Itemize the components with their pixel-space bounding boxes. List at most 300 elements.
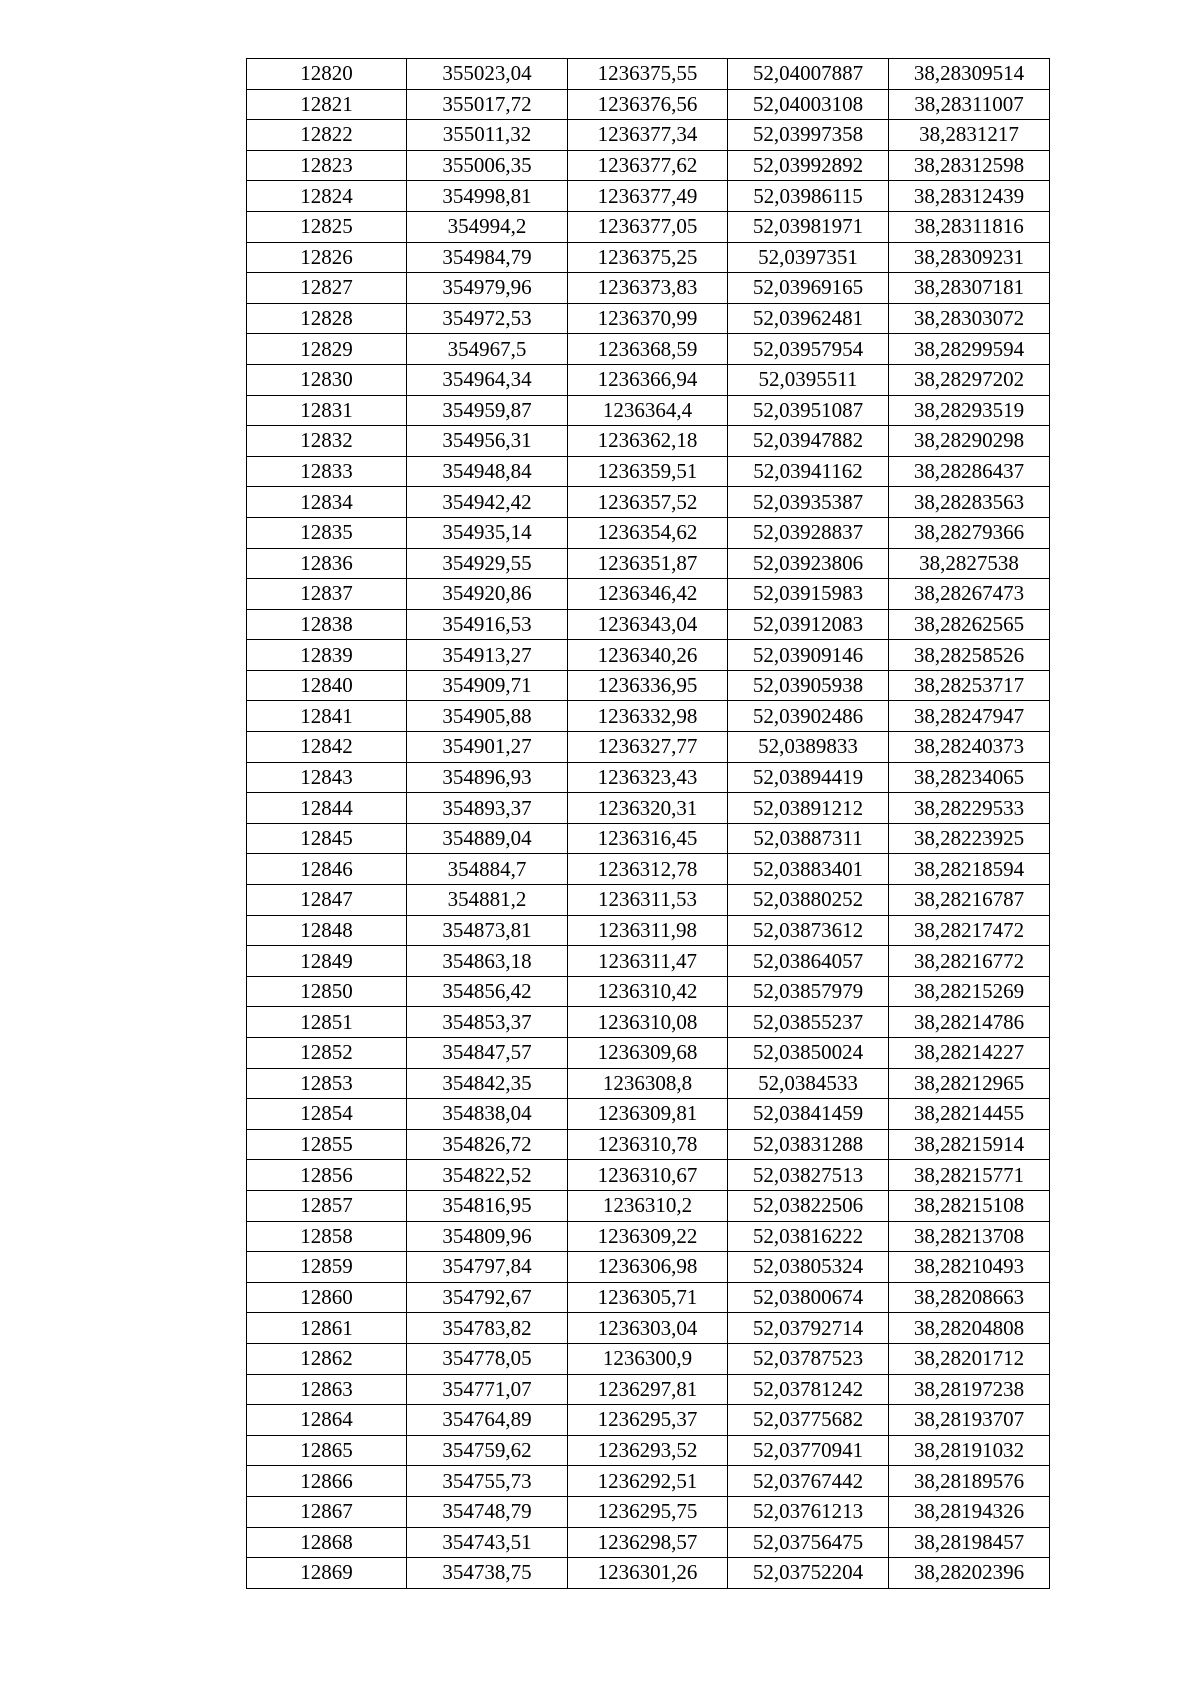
x-coordinate-cell: 354905,88	[407, 701, 568, 732]
longitude-cell: 38,28198457	[889, 1527, 1050, 1558]
x-coordinate-cell: 354893,37	[407, 793, 568, 824]
x-coordinate-cell: 354948,84	[407, 456, 568, 487]
table-row	[247, 303, 1050, 334]
longitude-cell: 38,28258526	[889, 640, 1050, 671]
latitude-cell: 52,03969165	[728, 273, 889, 304]
y-coordinate-cell: 1236366,94	[568, 364, 728, 395]
latitude-cell: 52,03912083	[728, 609, 889, 640]
x-coordinate-cell: 355017,72	[407, 89, 568, 120]
point-number-cell: 12831	[247, 395, 407, 426]
table-row	[247, 854, 1050, 885]
table-row	[247, 548, 1050, 579]
coordinates-table	[246, 58, 1050, 1589]
y-coordinate-cell: 1236308,8	[568, 1068, 728, 1099]
point-number-cell: 12837	[247, 579, 407, 610]
longitude-cell: 38,28214455	[889, 1099, 1050, 1130]
point-number-cell: 12857	[247, 1190, 407, 1221]
latitude-cell: 52,03992892	[728, 150, 889, 181]
table-row	[247, 1068, 1050, 1099]
longitude-cell: 38,2827538	[889, 548, 1050, 579]
y-coordinate-cell: 1236310,42	[568, 976, 728, 1007]
longitude-cell: 38,28299594	[889, 334, 1050, 365]
y-coordinate-cell: 1236340,26	[568, 640, 728, 671]
x-coordinate-cell: 354913,27	[407, 640, 568, 671]
point-number-cell: 12860	[247, 1282, 407, 1313]
latitude-cell: 52,0384533	[728, 1068, 889, 1099]
table-row	[247, 640, 1050, 671]
latitude-cell: 52,03756475	[728, 1527, 889, 1558]
table-row	[247, 885, 1050, 916]
point-number-cell: 12840	[247, 670, 407, 701]
y-coordinate-cell: 1236311,98	[568, 915, 728, 946]
latitude-cell: 52,03962481	[728, 303, 889, 334]
point-number-cell: 12849	[247, 946, 407, 977]
table-row	[247, 89, 1050, 120]
y-coordinate-cell: 1236311,47	[568, 946, 728, 977]
longitude-cell: 38,28262565	[889, 609, 1050, 640]
latitude-cell: 52,03894419	[728, 762, 889, 793]
point-number-cell: 12850	[247, 976, 407, 1007]
x-coordinate-cell: 354889,04	[407, 823, 568, 854]
x-coordinate-cell: 354778,05	[407, 1343, 568, 1374]
longitude-cell: 38,28213708	[889, 1221, 1050, 1252]
y-coordinate-cell: 1236332,98	[568, 701, 728, 732]
point-number-cell: 12848	[247, 915, 407, 946]
point-number-cell: 12866	[247, 1466, 407, 1497]
point-number-cell: 12836	[247, 548, 407, 579]
y-coordinate-cell: 1236346,42	[568, 579, 728, 610]
latitude-cell: 52,03947882	[728, 426, 889, 457]
point-number-cell: 12864	[247, 1405, 407, 1436]
y-coordinate-cell: 1236368,59	[568, 334, 728, 365]
longitude-cell: 38,28286437	[889, 456, 1050, 487]
y-coordinate-cell: 1236305,71	[568, 1282, 728, 1313]
y-coordinate-cell: 1236295,37	[568, 1405, 728, 1436]
y-coordinate-cell: 1236327,77	[568, 732, 728, 763]
point-number-cell: 12825	[247, 211, 407, 242]
x-coordinate-cell: 354748,79	[407, 1496, 568, 1527]
longitude-cell: 38,28234065	[889, 762, 1050, 793]
x-coordinate-cell: 354979,96	[407, 273, 568, 304]
table-row	[247, 732, 1050, 763]
point-number-cell: 12841	[247, 701, 407, 732]
point-number-cell: 12867	[247, 1496, 407, 1527]
latitude-cell: 52,0389833	[728, 732, 889, 763]
x-coordinate-cell: 354783,82	[407, 1313, 568, 1344]
x-coordinate-cell: 354738,75	[407, 1558, 568, 1589]
longitude-cell: 38,28216787	[889, 885, 1050, 916]
table-row	[247, 793, 1050, 824]
point-number-cell: 12820	[247, 59, 407, 90]
point-number-cell: 12855	[247, 1129, 407, 1160]
y-coordinate-cell: 1236377,62	[568, 150, 728, 181]
latitude-cell: 52,03761213	[728, 1496, 889, 1527]
point-number-cell: 12854	[247, 1099, 407, 1130]
longitude-cell: 38,28218594	[889, 854, 1050, 885]
table-row	[247, 1160, 1050, 1191]
table-row	[247, 579, 1050, 610]
point-number-cell: 12858	[247, 1221, 407, 1252]
longitude-cell: 38,28217472	[889, 915, 1050, 946]
longitude-cell: 38,28194326	[889, 1496, 1050, 1527]
y-coordinate-cell: 1236375,25	[568, 242, 728, 273]
y-coordinate-cell: 1236362,18	[568, 426, 728, 457]
table-row	[247, 762, 1050, 793]
latitude-cell: 52,03805324	[728, 1252, 889, 1283]
y-coordinate-cell: 1236310,78	[568, 1129, 728, 1160]
point-number-cell: 12826	[247, 242, 407, 273]
longitude-cell: 38,28303072	[889, 303, 1050, 334]
latitude-cell: 52,03752204	[728, 1558, 889, 1589]
table-row	[247, 517, 1050, 548]
table-row	[247, 609, 1050, 640]
point-number-cell: 12833	[247, 456, 407, 487]
x-coordinate-cell: 354792,67	[407, 1282, 568, 1313]
y-coordinate-cell: 1236310,2	[568, 1190, 728, 1221]
latitude-cell: 52,03883401	[728, 854, 889, 885]
latitude-cell: 52,0395511	[728, 364, 889, 395]
latitude-cell: 52,03787523	[728, 1343, 889, 1374]
table-row	[247, 1496, 1050, 1527]
longitude-cell: 38,28267473	[889, 579, 1050, 610]
y-coordinate-cell: 1236309,22	[568, 1221, 728, 1252]
x-coordinate-cell: 354771,07	[407, 1374, 568, 1405]
latitude-cell: 52,03887311	[728, 823, 889, 854]
latitude-cell: 52,03923806	[728, 548, 889, 579]
table-row	[247, 1007, 1050, 1038]
latitude-cell: 52,03855237	[728, 1007, 889, 1038]
table-row	[247, 946, 1050, 977]
y-coordinate-cell: 1236310,08	[568, 1007, 728, 1038]
longitude-cell: 38,28215771	[889, 1160, 1050, 1191]
x-coordinate-cell: 354853,37	[407, 1007, 568, 1038]
y-coordinate-cell: 1236377,49	[568, 181, 728, 212]
latitude-cell: 52,03781242	[728, 1374, 889, 1405]
y-coordinate-cell: 1236309,68	[568, 1038, 728, 1069]
longitude-cell: 38,28189576	[889, 1466, 1050, 1497]
latitude-cell: 52,03800674	[728, 1282, 889, 1313]
x-coordinate-cell: 354826,72	[407, 1129, 568, 1160]
longitude-cell: 38,28293519	[889, 395, 1050, 426]
longitude-cell: 38,28204808	[889, 1313, 1050, 1344]
x-coordinate-cell: 354909,71	[407, 670, 568, 701]
y-coordinate-cell: 1236298,57	[568, 1527, 728, 1558]
y-coordinate-cell: 1236377,34	[568, 120, 728, 151]
table-row	[247, 1038, 1050, 1069]
latitude-cell: 52,03827513	[728, 1160, 889, 1191]
x-coordinate-cell: 354994,2	[407, 211, 568, 242]
y-coordinate-cell: 1236306,98	[568, 1252, 728, 1283]
longitude-cell: 38,28214786	[889, 1007, 1050, 1038]
table-row	[247, 211, 1050, 242]
x-coordinate-cell: 354764,89	[407, 1405, 568, 1436]
longitude-cell: 38,28208663	[889, 1282, 1050, 1313]
point-number-cell: 12863	[247, 1374, 407, 1405]
latitude-cell: 52,03928837	[728, 517, 889, 548]
latitude-cell: 52,03941162	[728, 456, 889, 487]
y-coordinate-cell: 1236359,51	[568, 456, 728, 487]
x-coordinate-cell: 354967,5	[407, 334, 568, 365]
y-coordinate-cell: 1236295,75	[568, 1496, 728, 1527]
y-coordinate-cell: 1236377,05	[568, 211, 728, 242]
x-coordinate-cell: 354884,7	[407, 854, 568, 885]
table-row	[247, 1527, 1050, 1558]
point-number-cell: 12839	[247, 640, 407, 671]
latitude-cell: 52,0397351	[728, 242, 889, 273]
table-row	[247, 364, 1050, 395]
table-row	[247, 823, 1050, 854]
table-row	[247, 150, 1050, 181]
table-row	[247, 670, 1050, 701]
x-coordinate-cell: 354942,42	[407, 487, 568, 518]
point-number-cell: 12853	[247, 1068, 407, 1099]
x-coordinate-cell: 354873,81	[407, 915, 568, 946]
longitude-cell: 38,2831217	[889, 120, 1050, 151]
table-row	[247, 1343, 1050, 1374]
x-coordinate-cell: 354964,34	[407, 364, 568, 395]
table-row	[247, 1221, 1050, 1252]
latitude-cell: 52,03957954	[728, 334, 889, 365]
table-row	[247, 426, 1050, 457]
x-coordinate-cell: 354984,79	[407, 242, 568, 273]
longitude-cell: 38,28215914	[889, 1129, 1050, 1160]
point-number-cell: 12861	[247, 1313, 407, 1344]
longitude-cell: 38,28201712	[889, 1343, 1050, 1374]
table-row	[247, 1129, 1050, 1160]
point-number-cell: 12852	[247, 1038, 407, 1069]
latitude-cell: 52,03935387	[728, 487, 889, 518]
x-coordinate-cell: 354896,93	[407, 762, 568, 793]
x-coordinate-cell: 354935,14	[407, 517, 568, 548]
point-number-cell: 12838	[247, 609, 407, 640]
x-coordinate-cell: 354881,2	[407, 885, 568, 916]
latitude-cell: 52,03864057	[728, 946, 889, 977]
point-number-cell: 12823	[247, 150, 407, 181]
x-coordinate-cell: 354842,35	[407, 1068, 568, 1099]
point-number-cell: 12830	[247, 364, 407, 395]
latitude-cell: 52,03986115	[728, 181, 889, 212]
latitude-cell: 52,04007887	[728, 59, 889, 90]
x-coordinate-cell: 354809,96	[407, 1221, 568, 1252]
longitude-cell: 38,28193707	[889, 1405, 1050, 1436]
y-coordinate-cell: 1236300,9	[568, 1343, 728, 1374]
point-number-cell: 12868	[247, 1527, 407, 1558]
y-coordinate-cell: 1236311,53	[568, 885, 728, 916]
longitude-cell: 38,28215269	[889, 976, 1050, 1007]
latitude-cell: 52,03775682	[728, 1405, 889, 1436]
table-row	[247, 1313, 1050, 1344]
table-row	[247, 242, 1050, 273]
latitude-cell: 52,03816222	[728, 1221, 889, 1252]
table-row	[247, 487, 1050, 518]
x-coordinate-cell: 354920,86	[407, 579, 568, 610]
x-coordinate-cell: 354822,52	[407, 1160, 568, 1191]
latitude-cell: 52,03891212	[728, 793, 889, 824]
y-coordinate-cell: 1236297,81	[568, 1374, 728, 1405]
x-coordinate-cell: 354959,87	[407, 395, 568, 426]
point-number-cell: 12822	[247, 120, 407, 151]
table-row	[247, 334, 1050, 365]
longitude-cell: 38,28191032	[889, 1435, 1050, 1466]
longitude-cell: 38,28216772	[889, 946, 1050, 977]
table-row	[247, 395, 1050, 426]
point-number-cell: 12829	[247, 334, 407, 365]
point-number-cell: 12851	[247, 1007, 407, 1038]
point-number-cell: 12835	[247, 517, 407, 548]
table-row	[247, 701, 1050, 732]
table-row	[247, 456, 1050, 487]
latitude-cell: 52,03905938	[728, 670, 889, 701]
latitude-cell: 52,03792714	[728, 1313, 889, 1344]
y-coordinate-cell: 1236357,52	[568, 487, 728, 518]
point-number-cell: 12824	[247, 181, 407, 212]
longitude-cell: 38,28210493	[889, 1252, 1050, 1283]
latitude-cell: 52,03767442	[728, 1466, 889, 1497]
table-row	[247, 59, 1050, 90]
x-coordinate-cell: 354743,51	[407, 1527, 568, 1558]
x-coordinate-cell: 354929,55	[407, 548, 568, 579]
point-number-cell: 12845	[247, 823, 407, 854]
latitude-cell: 52,03951087	[728, 395, 889, 426]
y-coordinate-cell: 1236376,56	[568, 89, 728, 120]
latitude-cell: 52,03981971	[728, 211, 889, 242]
latitude-cell: 52,03915983	[728, 579, 889, 610]
y-coordinate-cell: 1236316,45	[568, 823, 728, 854]
latitude-cell: 52,03770941	[728, 1435, 889, 1466]
coordinates-table-body	[247, 59, 1050, 1589]
longitude-cell: 38,28311007	[889, 89, 1050, 120]
point-number-cell: 12846	[247, 854, 407, 885]
point-number-cell: 12821	[247, 89, 407, 120]
longitude-cell: 38,28223925	[889, 823, 1050, 854]
longitude-cell: 38,28212965	[889, 1068, 1050, 1099]
x-coordinate-cell: 354755,73	[407, 1466, 568, 1497]
y-coordinate-cell: 1236336,95	[568, 670, 728, 701]
table-row	[247, 1099, 1050, 1130]
point-number-cell: 12828	[247, 303, 407, 334]
point-number-cell: 12843	[247, 762, 407, 793]
longitude-cell: 38,28309231	[889, 242, 1050, 273]
longitude-cell: 38,28202396	[889, 1558, 1050, 1589]
x-coordinate-cell: 354759,62	[407, 1435, 568, 1466]
point-number-cell: 12832	[247, 426, 407, 457]
table-row	[247, 120, 1050, 151]
table-row	[247, 1435, 1050, 1466]
latitude-cell: 52,03902486	[728, 701, 889, 732]
y-coordinate-cell: 1236373,83	[568, 273, 728, 304]
y-coordinate-cell: 1236293,52	[568, 1435, 728, 1466]
y-coordinate-cell: 1236301,26	[568, 1558, 728, 1589]
y-coordinate-cell: 1236312,78	[568, 854, 728, 885]
longitude-cell: 38,28197238	[889, 1374, 1050, 1405]
longitude-cell: 38,28290298	[889, 426, 1050, 457]
longitude-cell: 38,28229533	[889, 793, 1050, 824]
y-coordinate-cell: 1236303,04	[568, 1313, 728, 1344]
table-row	[247, 976, 1050, 1007]
longitude-cell: 38,28309514	[889, 59, 1050, 90]
point-number-cell: 12842	[247, 732, 407, 763]
latitude-cell: 52,03822506	[728, 1190, 889, 1221]
point-number-cell: 12844	[247, 793, 407, 824]
y-coordinate-cell: 1236292,51	[568, 1466, 728, 1497]
y-coordinate-cell: 1236370,99	[568, 303, 728, 334]
y-coordinate-cell: 1236354,62	[568, 517, 728, 548]
y-coordinate-cell: 1236351,87	[568, 548, 728, 579]
point-number-cell: 12827	[247, 273, 407, 304]
table-row	[247, 1466, 1050, 1497]
longitude-cell: 38,28253717	[889, 670, 1050, 701]
point-number-cell: 12865	[247, 1435, 407, 1466]
x-coordinate-cell: 354972,53	[407, 303, 568, 334]
point-number-cell: 12856	[247, 1160, 407, 1191]
table-row	[247, 273, 1050, 304]
x-coordinate-cell: 354901,27	[407, 732, 568, 763]
longitude-cell: 38,28247947	[889, 701, 1050, 732]
longitude-cell: 38,28214227	[889, 1038, 1050, 1069]
table-row	[247, 181, 1050, 212]
latitude-cell: 52,03880252	[728, 885, 889, 916]
x-coordinate-cell: 355006,35	[407, 150, 568, 181]
y-coordinate-cell: 1236364,4	[568, 395, 728, 426]
x-coordinate-cell: 354847,57	[407, 1038, 568, 1069]
y-coordinate-cell: 1236310,67	[568, 1160, 728, 1191]
latitude-cell: 52,03850024	[728, 1038, 889, 1069]
table-row	[247, 915, 1050, 946]
point-number-cell: 12869	[247, 1558, 407, 1589]
longitude-cell: 38,28215108	[889, 1190, 1050, 1221]
y-coordinate-cell: 1236320,31	[568, 793, 728, 824]
x-coordinate-cell: 354916,53	[407, 609, 568, 640]
longitude-cell: 38,28312598	[889, 150, 1050, 181]
longitude-cell: 38,28279366	[889, 517, 1050, 548]
longitude-cell: 38,28240373	[889, 732, 1050, 763]
point-number-cell: 12862	[247, 1343, 407, 1374]
x-coordinate-cell: 354856,42	[407, 976, 568, 1007]
point-number-cell: 12847	[247, 885, 407, 916]
x-coordinate-cell: 354838,04	[407, 1099, 568, 1130]
point-number-cell: 12834	[247, 487, 407, 518]
latitude-cell: 52,03997358	[728, 120, 889, 151]
longitude-cell: 38,28312439	[889, 181, 1050, 212]
x-coordinate-cell: 354816,95	[407, 1190, 568, 1221]
latitude-cell: 52,03857979	[728, 976, 889, 1007]
y-coordinate-cell: 1236375,55	[568, 59, 728, 90]
y-coordinate-cell: 1236309,81	[568, 1099, 728, 1130]
longitude-cell: 38,28297202	[889, 364, 1050, 395]
table-row	[247, 1282, 1050, 1313]
table-row	[247, 1405, 1050, 1436]
y-coordinate-cell: 1236343,04	[568, 609, 728, 640]
latitude-cell: 52,03873612	[728, 915, 889, 946]
y-coordinate-cell: 1236323,43	[568, 762, 728, 793]
x-coordinate-cell: 355023,04	[407, 59, 568, 90]
x-coordinate-cell: 355011,32	[407, 120, 568, 151]
x-coordinate-cell: 354998,81	[407, 181, 568, 212]
table-row	[247, 1374, 1050, 1405]
longitude-cell: 38,28283563	[889, 487, 1050, 518]
longitude-cell: 38,28307181	[889, 273, 1050, 304]
latitude-cell: 52,03909146	[728, 640, 889, 671]
point-number-cell: 12859	[247, 1252, 407, 1283]
x-coordinate-cell: 354797,84	[407, 1252, 568, 1283]
table-row	[247, 1558, 1050, 1589]
table-row	[247, 1252, 1050, 1283]
x-coordinate-cell: 354863,18	[407, 946, 568, 977]
latitude-cell: 52,03831288	[728, 1129, 889, 1160]
latitude-cell: 52,03841459	[728, 1099, 889, 1130]
table-row	[247, 1190, 1050, 1221]
x-coordinate-cell: 354956,31	[407, 426, 568, 457]
